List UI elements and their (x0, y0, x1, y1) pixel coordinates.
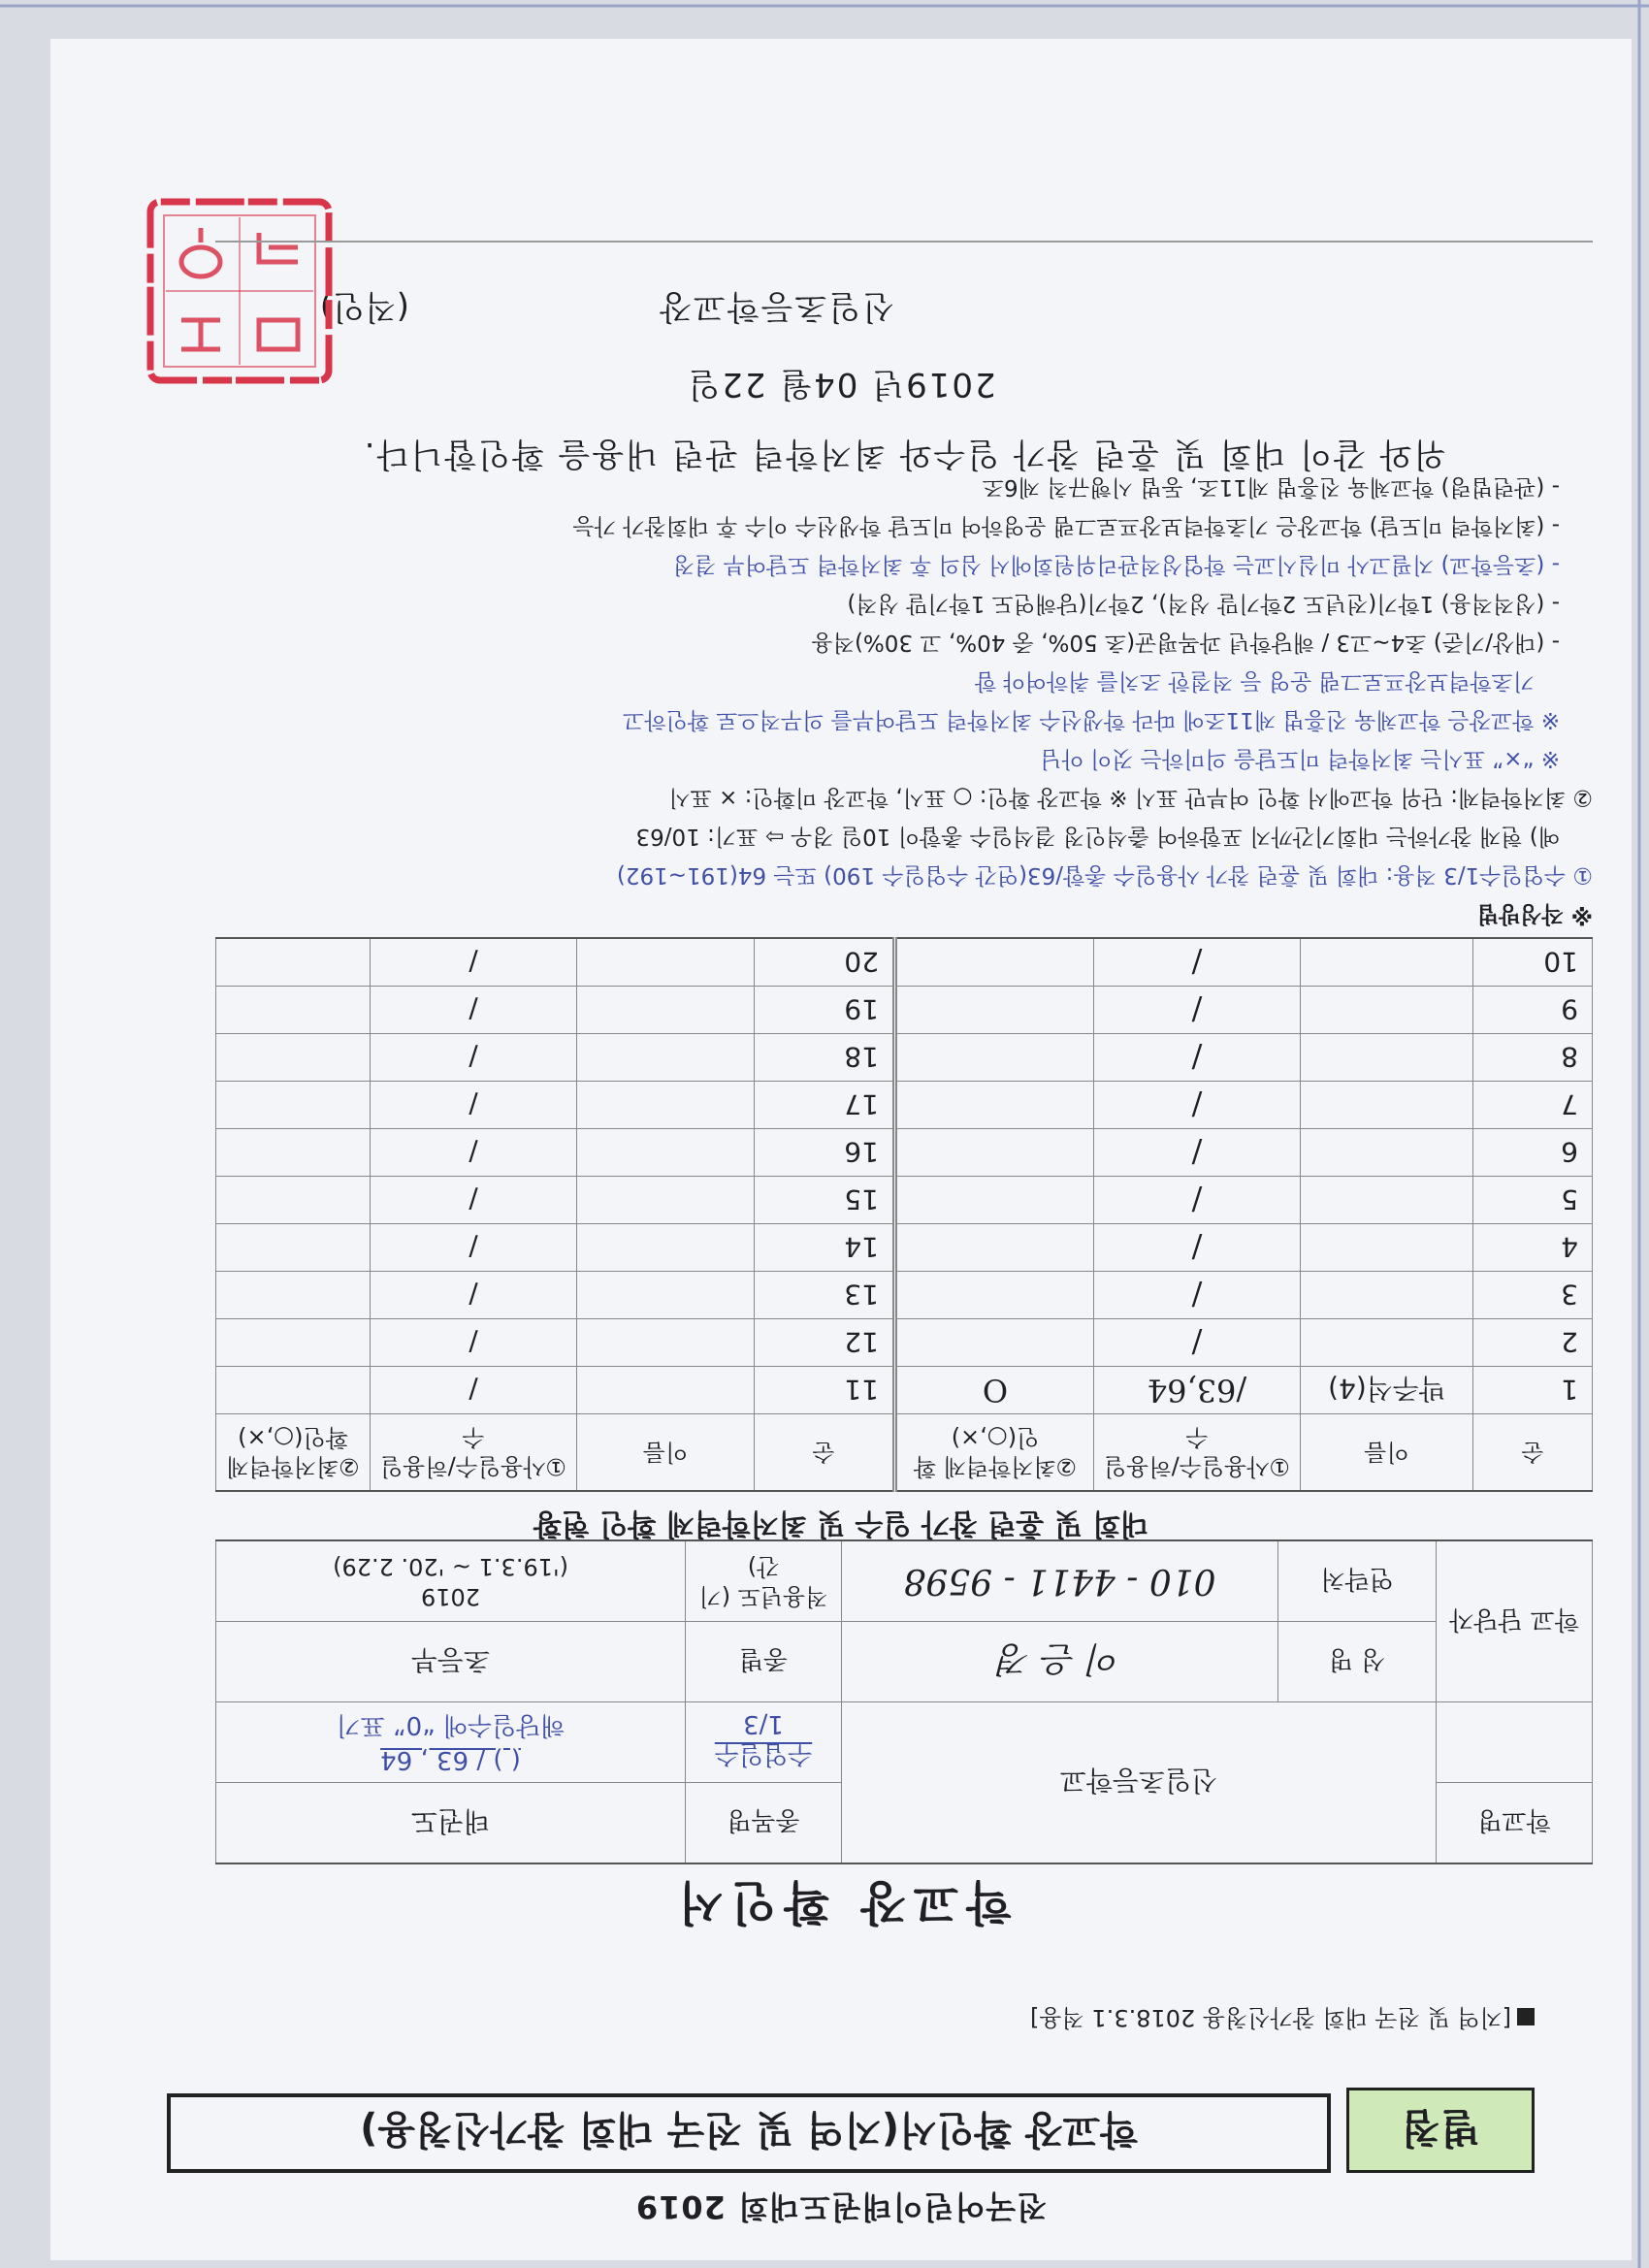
table-row (216, 1272, 1593, 1319)
detail-3: - (초등학교) 지필고사 미실시교는 학업성적관리위원회에서 심의 후 최저학력 도달여부 결정 (672, 552, 1560, 577)
days-cell (686, 1702, 842, 1783)
header-days-right: ①사용일수/허용일수 (371, 1414, 577, 1492)
days-used: / (371, 987, 577, 1034)
student-name (577, 1367, 755, 1414)
min-achievement-check (895, 938, 1094, 987)
days-ratio: 1/3 (743, 1709, 784, 1739)
min-achievement-check (895, 1177, 1094, 1224)
days-used: / (1094, 1224, 1301, 1272)
min-achievement-check (895, 987, 1094, 1034)
contact-value: 010 - 4411 - 9598 (903, 1561, 1216, 1602)
days-used: / (371, 1082, 577, 1129)
student-name (577, 987, 755, 1034)
manager-label: 학교 담당자 (1437, 1540, 1593, 1702)
student-name (577, 1129, 755, 1177)
applicability-note (1030, 2003, 1535, 2037)
table-row (216, 938, 1593, 987)
period-label: 적용년도 (기간) (686, 1540, 842, 1622)
header-check-left: ②최저학력제 확인(○,×) (895, 1414, 1094, 1492)
row-number: 15 (755, 1177, 895, 1224)
footer-rule (215, 241, 1593, 243)
header-no-right: 순 (755, 1414, 895, 1492)
confirmation-statement: 위와 같이 대회 및 훈련 참가 일수와 최저학력 관련 내용을 확인합니다. (362, 435, 1446, 473)
event-label: 종목명 (686, 1783, 842, 1864)
form-title: 학교장 확인서(지역 및 전국 대회 참가신청용) (167, 2093, 1331, 2173)
note-4-cont: 기초학력보장프로그램 운영 등 적절한 조치를 취하여야 함 (974, 668, 1535, 694)
event-value: 태권도 (216, 1783, 686, 1864)
days-used: /63,64 (1094, 1367, 1301, 1414)
detail-1: - (대상/기준) 초4~고3 / 해당학년 과목평균(초 50%, 중 40%, 고 30%)적용 (811, 630, 1560, 655)
min-achievement-check (216, 1082, 371, 1129)
student-name (1301, 987, 1473, 1034)
applicability-note-text: [지역 및 전국 대회 참가신청용 2018.3.1 적용] (1030, 2004, 1511, 2031)
min-achievement-check (895, 1082, 1094, 1129)
min-achievement-check (216, 1034, 371, 1082)
header-check-right: ②최저학력제 확인(○,×) (216, 1414, 371, 1492)
min-achievement-check (216, 1367, 371, 1414)
days-used: / (371, 1034, 577, 1082)
row-number: 14 (755, 1224, 895, 1272)
student-name (1301, 1177, 1473, 1224)
student-name (577, 938, 755, 987)
table-row (216, 1129, 1593, 1177)
issue-date: 2019년 04월 22일 (686, 365, 996, 404)
table-row (216, 1082, 1593, 1129)
days-used: / (1094, 1319, 1301, 1367)
days-used: / (371, 1224, 577, 1272)
manager-name: 이 은 경 (997, 1638, 1122, 1679)
name-label: 성 명 (1278, 1622, 1437, 1701)
min-achievement-check (216, 1177, 371, 1224)
note-1-example: 예) 현재 참가하는 대회기간까지 포함하여 출석인정 결석일수 총합이 10일 경우 ⇨ 표기: 10/63 (635, 824, 1560, 849)
detail-2: - (성적적용) 1학기(전년도 2학기말 성적), 2학기(당해연도 1학기말 성적) (847, 591, 1560, 616)
detail-5: - (관련법령) 학교체육 진흥법 제11조, 동법 시행규칙 제6조 (982, 474, 1560, 500)
days-used: / (371, 1319, 577, 1367)
principal-signature: 신일초등학교장 (658, 287, 894, 326)
min-achievement-check (216, 938, 371, 987)
table-row (216, 987, 1593, 1034)
school-name: 신일초등학교 (842, 1702, 1437, 1864)
row-number: 6 (1473, 1129, 1593, 1177)
header-days-left: ①사용일수/허용일수 (1094, 1414, 1301, 1492)
bullet-square-icon (1517, 2008, 1535, 2025)
days-used: / (1094, 938, 1301, 987)
table-row (216, 1034, 1593, 1082)
days-used: / (1094, 1129, 1301, 1177)
row-number: 18 (755, 1034, 895, 1082)
row-number: 3 (1473, 1272, 1593, 1319)
section-title: 대회 및 훈련 참가 일수 및 최저학력제 확인 현황 (533, 1507, 1149, 1540)
instructions (215, 468, 1593, 933)
row-number: 11 (755, 1367, 895, 1414)
contact-cell (842, 1540, 1437, 1622)
min-achievement-check (895, 1272, 1094, 1319)
grade-value: 초등부 (216, 1622, 686, 1702)
days-used: / (1094, 1272, 1301, 1319)
row-number: 9 (1473, 987, 1593, 1034)
row-number: 20 (755, 938, 895, 987)
days-used: / (371, 1367, 577, 1414)
row-number: 2 (1473, 1319, 1593, 1367)
student-name (1301, 938, 1473, 987)
days-used: / (371, 1129, 577, 1177)
student-name (577, 1319, 755, 1367)
days-value: ( ) / 63 , 64 (380, 1745, 521, 1775)
row-number: 4 (1473, 1224, 1593, 1272)
row-number: 5 (1473, 1177, 1593, 1224)
min-achievement-check: O (895, 1367, 1094, 1414)
header-no-left: 순 (1473, 1414, 1593, 1492)
days-used: / (371, 1177, 577, 1224)
participation-table (215, 937, 1593, 1492)
days-used: / (1094, 1034, 1301, 1082)
student-name (1301, 1224, 1473, 1272)
row-number: 17 (755, 1082, 895, 1129)
table-row (216, 1224, 1593, 1272)
note-3: ※ “×” 표시는 최저학력 미도달을 의미하는 것이 아님 (1040, 746, 1560, 771)
days-used: / (371, 1272, 577, 1319)
min-achievement-check (895, 1224, 1094, 1272)
rotated-document (50, 39, 1632, 2260)
days-value-cell (216, 1702, 686, 1783)
days-used: / (1094, 987, 1301, 1034)
period-value: ('19.3.1 ~ '20. 2.29) (333, 1553, 568, 1580)
min-achievement-check (216, 1319, 371, 1367)
student-name (577, 1272, 755, 1319)
event-header: 전국어린이태권도대회 2019 (634, 2188, 1048, 2225)
days-label: 수업일수 (714, 1739, 813, 1769)
student-name (1301, 1272, 1473, 1319)
days-used: / (1094, 1177, 1301, 1224)
school-info-table (215, 1539, 1593, 1864)
student-name (1301, 1034, 1473, 1082)
row-number: 7 (1473, 1082, 1593, 1129)
student-name (577, 1034, 755, 1082)
row-number: 10 (1473, 938, 1593, 987)
detail-4: - (최저학력 미도달) 학교장은 기초학력보장프로그램 운영하여 미도달 학생선수 이수 후 대회참가 가능 (572, 513, 1560, 538)
instructions-heading: ※ 작성방법 (1476, 901, 1593, 926)
min-achievement-check (895, 1129, 1094, 1177)
min-achievement-check (895, 1034, 1094, 1082)
header-name-right: 이름 (577, 1414, 755, 1492)
year-value: 2019 (420, 1583, 481, 1611)
note-4: ※ 학교장은 학교체육 진흥법 제11조에 따라 학생선수 최저학력 도달여부를 의무적으로 확인하고 (623, 707, 1560, 732)
note-2: ② 최저학력제: 단위 학교에서 확인 여부만 표시 ※ 학교장 확인: ○ 표시, 학교장 미확인: × 표시 (668, 785, 1593, 810)
min-achievement-check (895, 1319, 1094, 1367)
student-name (1301, 1129, 1473, 1177)
table-row (216, 1367, 1593, 1414)
row-number: 8 (1473, 1034, 1593, 1082)
days-used: / (1094, 1082, 1301, 1129)
document-title: 학교장 확인서 (670, 1875, 1012, 1929)
student-name: 박주석(4) (1301, 1367, 1473, 1414)
grade-label: 종별 (686, 1622, 842, 1702)
header-name-left: 이름 (1301, 1414, 1473, 1492)
participation-rows (216, 938, 1593, 1414)
min-achievement-check (216, 987, 371, 1034)
student-name (1301, 1319, 1473, 1367)
student-name (577, 1082, 755, 1129)
student-name (577, 1224, 755, 1272)
contact-label: 연락처 (1278, 1541, 1437, 1621)
min-achievement-check (216, 1224, 371, 1272)
official-seal (143, 194, 337, 388)
student-name (1301, 1082, 1473, 1129)
row-number: 1 (1473, 1367, 1593, 1414)
table-row (216, 1319, 1593, 1367)
row-number: 16 (755, 1129, 895, 1177)
manager-name-cell (842, 1622, 1437, 1702)
period-cell (216, 1540, 686, 1622)
min-achievement-check (216, 1272, 371, 1319)
table-row (216, 1177, 1593, 1224)
student-name (577, 1177, 755, 1224)
row-number: 13 (755, 1272, 895, 1319)
min-achievement-check (216, 1129, 371, 1177)
seal-label: (직인) (319, 287, 409, 326)
attachment-badge: 별첨 (1346, 2088, 1535, 2173)
note-1: ① 수업일수1/3 적용: 대회 및 훈련 참가 사용일수 총합/63(연간 수업일수 190) 또는 64(191~192) (616, 862, 1593, 888)
row-number: 19 (755, 987, 895, 1034)
row-number: 12 (755, 1319, 895, 1367)
days-note: 해당일수에 “0” 표기 (336, 1710, 566, 1740)
school-label: 학교명 (1437, 1783, 1593, 1864)
days-used: / (371, 938, 577, 987)
